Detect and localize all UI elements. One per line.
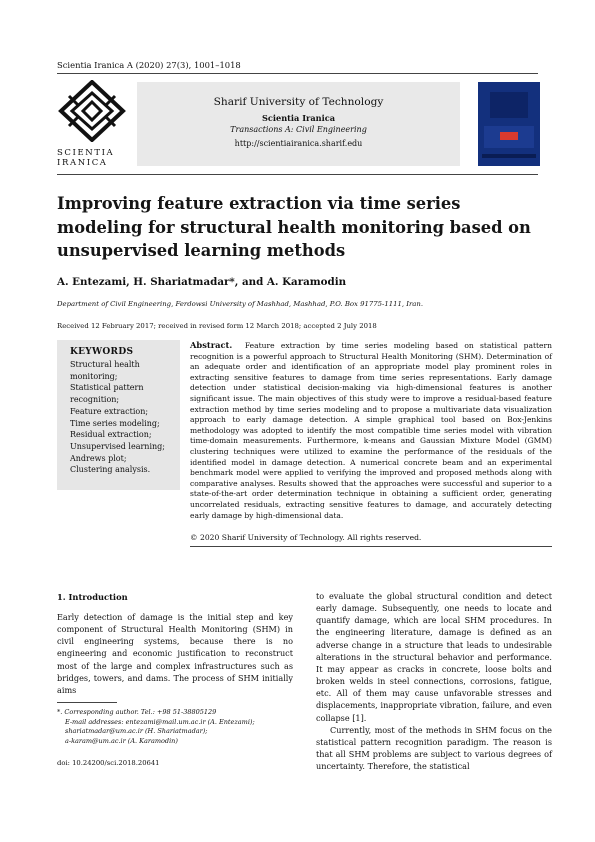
paper-title: Improving feature extraction via time series modeling for structural health monitoring based on unsupervised learning methods [57,194,531,260]
header-top-rule [57,73,538,74]
keyword-item: Structural health monitoring; [70,360,140,381]
running-header: Scientia Iranica A (2020) 27(3), 1001–1018 [57,60,241,70]
publisher-box [137,82,460,166]
journal-url[interactable]: http://scientiairanica.sharif.edu [234,139,363,148]
section-heading-introduction: 1. Introduction [57,592,128,602]
keyword-item: Unsupervised learning; [70,441,165,451]
footnote-rule [57,702,117,703]
keywords-heading: KEYWORDS [70,347,134,357]
author-list: A. Entezami, H. Shariatmadar*, and A. Karamodin [57,276,347,288]
corresponding-author: *. Corresponding author. Tel.: +98 51-38805129 [57,708,217,716]
abstract-rule [190,546,552,547]
keyword-item: Clustering analysis. [70,465,151,475]
journal-cover-image [478,82,540,166]
body-text-right [316,590,552,772]
university-name: Sharif University of Technology [213,96,384,108]
journal-logo [57,80,127,168]
journal-series: Transactions A: Civil Engineering [230,125,367,134]
received-dates: Received 12 February 2017; received in revised form 12 March 2018; accepted 2 July 2018 [57,322,377,330]
email-line[interactable]: a-karam@um.ac.ir (A. Karamodin) [65,736,178,745]
abstract-text: Feature extraction by time series modeling based on statistical pattern recognition is a powerful approach to Structural Health Monitoring (SHM). Determination of an adequate order and identification of an appropriate model play prominent roles in extracting sensitive features to damage from time series representations. Early damage detection under statistical decision-making via high-dimensional features is another significant issue. The main objectives of this study were to improve a residual-based feature extraction method by time series modeling and to propose a multivariate data visualization approach to early damage detection. A simple graphical tool based on Box-Jenkins methodology was adopted to identify the most compatible time series model with vibration time-domain measurements. Furthermore, k-means and Gaussian Mixture Model (GMM) clustering techniques were utilized to examine the performance of the residuals of the identified model in damage detection. A numerical concrete beam and an experimental benchmark model were applied to verifying the improved and proposed methods along with comparative analyses. Results showed that the approaches were successful and superior to a state-of-the-art order determination technique in obtaining a sufficient order, generating uncorrelated residuals, extracting sensitive features to damage, and accurately detecting early damage by high-dimensional data. [190,341,552,520]
email-line[interactable]: E-mail addresses: entezami@mail.um.ac.ir (A. Entezami); [65,717,255,726]
copyright-notice: © 2020 Sharif University of Technology. All rights reserved. [190,533,422,542]
footnote [57,708,293,746]
keywords-box [57,340,180,490]
email-line[interactable]: shariatmadar@um.ac.ir (H. Shariatmadar); [65,727,208,736]
abstract-label: Abstract. [190,340,233,350]
abstract [190,340,552,521]
journal-name: Scientia Iranica [261,113,336,123]
keyword-item: Time series modeling; [70,418,160,428]
keyword-item: Andrews plot; [70,453,127,463]
body-paragraph: Currently, most of the methods in SHM focus on the statistical pattern recognition paradigm. The reason is that all SHM problems are subject to various degrees of uncertainty. Therefore, the statistical [316,724,552,772]
keyword-item: Residual extraction; [70,430,152,440]
keyword-item: Statistical pattern recognition; [70,383,144,405]
doi[interactable]: doi: 10.24200/sci.2018.20641 [57,759,160,767]
logo-emblem-icon [57,80,127,142]
logo-wordmark: SCIENTIA IRANICA [57,148,115,168]
header-bottom-rule [57,174,538,175]
keyword-item: Feature extraction; [70,406,149,416]
body-text-left: Early detection of damage is the initial step and key component of Structural Health Monitoring (SHM) in civil engineering systems, because there is no engineering and economic justification to reconstruct most of the large and complex infrastructures such as bridges, towers, and dams. The process of SHM initially aims [57,612,293,695]
affiliation: Department of Civil Engineering, Ferdowsi University of Mashhad, Mashhad, P.O. Box 91775-1111, Iran. [57,300,424,308]
keywords-list [70,359,178,476]
body-paragraph: to evaluate the global structural condition and detect early damage. Subsequently, one needs to locate and quantify damage, which are local SHM procedures. In the engineering literature, damage is defined as an adverse change in a structure that leads to undesirable alterations in the structural behavior and performance. It may appear as cracks in concrete, loose bolts and broken welds in steel connections, corrosions, fatigue, etc. All of them may cause unfavorable stresses and displacements, inappropriate vibration, failure, and even collapse [1]. [316,591,552,723]
